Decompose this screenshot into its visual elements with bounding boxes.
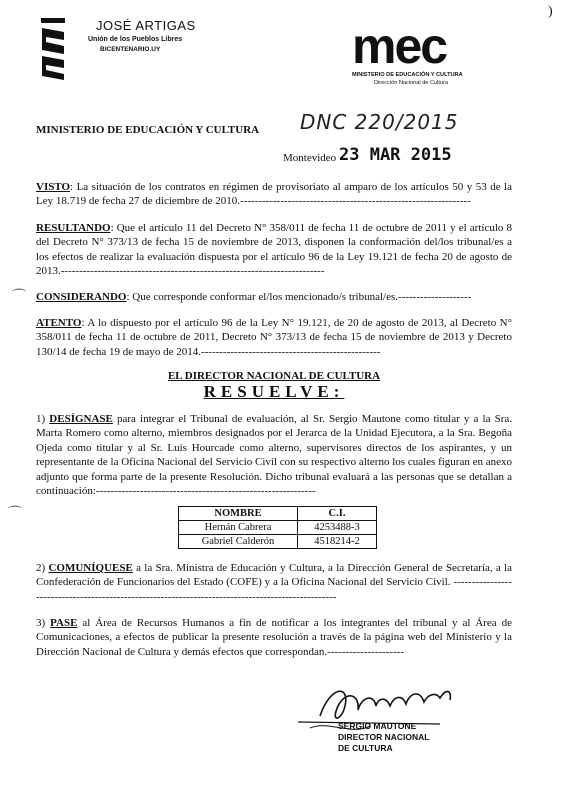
resultando-paragraph	[36, 221, 512, 279]
resolution-item-2	[36, 561, 512, 604]
item-2-text: a la Sra. Ministra de Educación y Cultura, a la Dirección General de Secretaría, a la Confederación de Funcionarios del Estado (COFE) y a la Oficina Nacional del Servicio Civil. --------------------------------------------------------------------------------------------------	[36, 562, 512, 603]
considerando-paragraph	[36, 290, 512, 304]
item-1-number: 1)	[36, 413, 50, 425]
signer-title-2: DE CULTURA	[338, 743, 393, 753]
item-1-label: DESÍGNASE	[49, 413, 113, 425]
mec-logo: mec	[352, 18, 447, 74]
resolution-item-3	[36, 616, 512, 659]
signer-title: DIRECTOR NACIONAL	[338, 732, 430, 742]
item-3-number: 3)	[36, 617, 51, 629]
jose-artigas-logo-icon	[38, 18, 68, 80]
evaluated-persons-table	[178, 506, 377, 549]
atento-text: : A lo dispuesto por el artículo 96 de la Ley N° 19.121, de 20 de agosto de 2013, al Decreto N° 358/011 de fecha 11 de octubre de 2011, Decreto N° 373/13 de fecha 15 de noviembre de 2013 y Decreto 130/14 de fecha 19 de mayo de 2014.-------------------------------------------------	[36, 317, 512, 358]
item-3-label: PASE	[50, 617, 78, 629]
letterhead-left-subtitle: Unión de los Pueblos Libres	[88, 36, 183, 43]
item-3-text: al Área de Recursos Humanos a fin de notificar a los integrantes del tribunal y al Área de Comunicaciones, a efectos de publicar la presente resolución a través de la página web del Ministerio y la Dirección Nacional de Cultura y demás efectos que correspondan.---------------------	[36, 617, 513, 658]
file-number-handwritten: DNC 220/2015	[300, 110, 459, 134]
considerando-label: CONSIDERANDO	[36, 291, 127, 303]
item-2-number: 2)	[36, 562, 49, 574]
visto-text: : La situación de los contratos en régimen de provisoriato al amparo de los artículos 50 y 53 de la Ley 18.719 de fecha 27 de diciembre de 2010.---------------------------------------------------------------	[36, 181, 512, 208]
table-cell-ci: 4518214-2	[298, 535, 377, 549]
resuelve-heading: RESUELVE:	[203, 382, 345, 401]
corner-mark: )	[548, 4, 553, 19]
item-1-text: para integrar el Tribunal de evaluación, al Sr. Sergio Mautone como titular y a la Sra. Marta Romero como alterno, miembros designados por el Jerarca de la Unidad Ejecutora, a la Sra. Begoña Ojeda como titular y al Sr. Luis Hourcade como alterno, supervisores directos de los aspirantes, y un representante de la Oficina Nacional del Servicio Civil con su respectivo alterno los cuales figuran en anexo adjunto que forma parte de la presente Resolución. Dicho tribunal evaluará a las personas que se detallan a continuación:------------------------------------------------------------	[36, 413, 512, 498]
ministry-heading: MINISTERIO DE EDUCACIÓN Y CULTURA	[36, 124, 260, 136]
table-header-row	[179, 507, 377, 521]
director-heading: EL DIRECTOR NACIONAL DE CULTURA	[167, 370, 381, 382]
place-label: Montevideo	[283, 152, 337, 164]
visto-label: VISTO	[36, 181, 71, 193]
atento-paragraph	[36, 316, 512, 359]
table-cell-name: Gabriel Calderón	[179, 535, 298, 549]
column-header-ci: C.I.	[298, 507, 377, 521]
table-cell-ci: 4253488-3	[298, 521, 377, 535]
table-cell-name: Hernán Cabrera	[179, 521, 298, 535]
letterhead-left-title: JOSÉ ARTIGAS	[96, 18, 196, 33]
atento-label: ATENTO	[36, 317, 82, 329]
considerando-text: : Que corresponde conformar el/los mencionado/s tribunal/es.--------------------	[126, 291, 472, 303]
resolution-item-1	[36, 412, 512, 498]
resultando-label: RESULTANDO	[36, 222, 111, 234]
margin-bracket-mark: ⌒	[12, 290, 26, 305]
visto-paragraph	[36, 180, 512, 209]
table-row	[179, 535, 377, 549]
date-stamp: 23 MAR 2015	[339, 145, 452, 165]
letterhead-right-org: MINISTERIO DE EDUCACIÓN Y CULTURA	[352, 72, 463, 78]
column-header-name: NOMBRE	[179, 507, 298, 521]
letterhead-left-site: BICENTENARIO.UY	[100, 46, 161, 53]
letterhead-right-dept: Dirección Nacional de Cultura	[374, 80, 448, 86]
margin-bracket-mark-2: ⌒	[8, 507, 22, 522]
item-2-label: COMUNÍQUESE	[48, 562, 133, 574]
table-row	[179, 521, 377, 535]
resultando-text: : Que el artículo 11 del Decreto N° 358/011 de fecha 11 de octubre de 2011 y el artículo 8 del Decreto N° 373/13 de fecha 15 de noviembre de 2013, disponen la conformación del/los tribunal/es a los efectos de realizar la evaluación dispuesta por el artículo 96 de la Ley 19.121 de fecha 20 de agosto de 2013.------------------------------------------------------------------------	[36, 222, 512, 278]
signer-name: SERGIO MAUTONE	[338, 721, 417, 731]
